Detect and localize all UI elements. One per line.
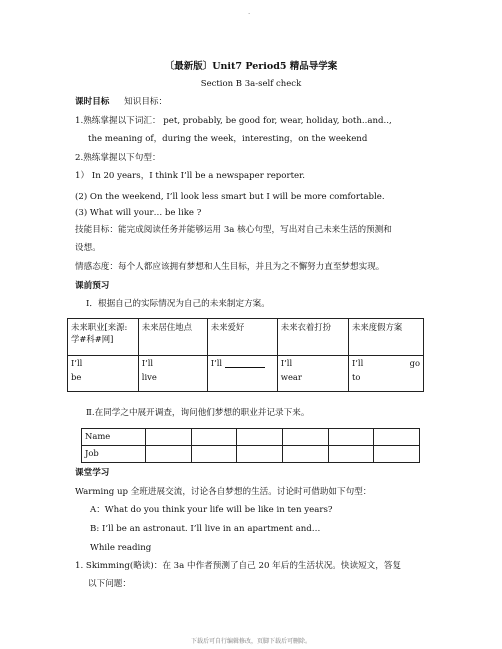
survey-cell[interactable]	[237, 429, 283, 446]
sentences-heading: 2.熟练掌握以下句型：	[75, 153, 161, 163]
plan-header-holiday: 未来度假方案	[348, 319, 423, 356]
plan-cell-holiday-prefix: I’ll	[351, 358, 364, 368]
survey-cell[interactable]	[282, 429, 328, 446]
survey-cell[interactable]	[328, 429, 374, 446]
survey-cell[interactable]	[374, 429, 420, 446]
survey-cell[interactable]	[146, 429, 192, 446]
survey-row-job	[82, 446, 420, 463]
hobby-blank-line	[225, 358, 265, 368]
plan-table	[67, 318, 424, 392]
skimming-line-1: 1. Skimming(略读)：在 3a 中作者预测了自己 20 年后的生活状况。快读短文，答复	[75, 561, 402, 571]
sentence-1: 1） In 20 years，I think I’ll be a newspaper reporter.	[75, 171, 306, 181]
plan-cell-hobby-prefix: I’ll	[210, 358, 223, 368]
goals-line	[75, 97, 167, 108]
dialog-a: A：What do you think your life will be like in ten years?	[90, 505, 333, 515]
sentence-2: (2) On the weekend, I’ll look less smart but I will be more comfortable.	[75, 192, 385, 202]
plan-table-header-row	[68, 319, 424, 356]
preview-heading: 课前预习	[75, 281, 110, 291]
survey-cell[interactable]	[237, 446, 283, 463]
plan-cell-home[interactable]	[138, 356, 207, 392]
header-dot: .	[248, 8, 251, 16]
survey-table	[81, 428, 420, 463]
plan-cell-clothes[interactable]	[277, 356, 348, 392]
plan-header-job: 未来职业[来源:学#科#网]	[68, 319, 139, 356]
plan-cell-home-verb: live	[141, 372, 157, 382]
plan-cell-job[interactable]	[68, 356, 139, 392]
page-footer: 下载后可自行编辑修改，页脚下载后可删除。	[190, 638, 311, 645]
class-heading: 课堂学习	[75, 468, 110, 478]
survey-label-job: Job	[82, 446, 146, 463]
task-2: Ⅱ.在同学之中展开调查，询问他们梦想的职业并记录下来。	[86, 408, 310, 418]
plan-header-home: 未来居住地点	[138, 319, 207, 356]
plan-header-hobby: 未来爱好	[207, 319, 277, 356]
attitude-line: 情感态度：每个人都应该拥有梦想和人生目标，并且为之不懈努力直至梦想实现。	[75, 262, 385, 272]
plan-cell-clothes-prefix: I’ll	[280, 358, 293, 368]
survey-cell[interactable]	[191, 446, 237, 463]
plan-cell-hobby[interactable]	[207, 356, 277, 392]
skimming-line-2: 以下问题：	[88, 579, 131, 589]
plan-cell-clothes-verb: wear	[280, 372, 302, 382]
goals-heading: 课时目标	[75, 97, 110, 107]
page-subtitle: Section B 3a-self check	[200, 79, 302, 89]
plan-cell-home-prefix: I’ll	[141, 358, 154, 368]
survey-cell[interactable]	[328, 446, 374, 463]
sentence-3: (3) What will your… be like ?	[75, 208, 202, 218]
dialog-b: B: I’ll be an astronaut. I’ll live in an apartment and…	[90, 524, 321, 534]
plan-cell-holiday[interactable]	[348, 356, 423, 392]
plan-header-clothes: 未来衣着打扮	[277, 319, 348, 356]
vocab-line-1: 1.熟练掌握以下词汇： pet, probably, be good for, wear, holiday, both..and..,	[75, 116, 392, 126]
survey-cell[interactable]	[374, 446, 420, 463]
goals-intro: 知识目标：	[124, 97, 168, 107]
skill-line-1: 技能目标：能完成阅读任务并能够运用 3a 核心句型，写出对自己未来生活的预测和	[75, 225, 392, 235]
task-1: Ⅰ．根据自己的实际情况为自己的未来制定方案。	[86, 299, 270, 309]
survey-row-name	[82, 429, 420, 446]
plan-cell-job-prefix: I’ll	[71, 358, 83, 368]
while-reading: While reading	[90, 543, 152, 553]
survey-cell[interactable]	[146, 446, 192, 463]
page-title: 〔最新版〕Unit7 Period5 精品导学案	[164, 61, 338, 72]
warming-up: Warming up 全班进展交流，讨论各自梦想的生活。讨论时可借助如下句型：	[75, 487, 372, 497]
plan-table-answer-row	[68, 356, 424, 392]
plan-cell-holiday-go: go	[409, 358, 420, 368]
survey-cell[interactable]	[191, 429, 237, 446]
survey-cell[interactable]	[282, 446, 328, 463]
plan-cell-holiday-verb: to	[351, 372, 361, 382]
plan-cell-job-verb: be	[71, 372, 82, 382]
survey-label-name: Name	[82, 429, 146, 446]
vocab-line-2: the meaning of，during the week，interesting，on the weekend	[88, 134, 368, 144]
skill-line-2: 设想。	[75, 243, 101, 253]
